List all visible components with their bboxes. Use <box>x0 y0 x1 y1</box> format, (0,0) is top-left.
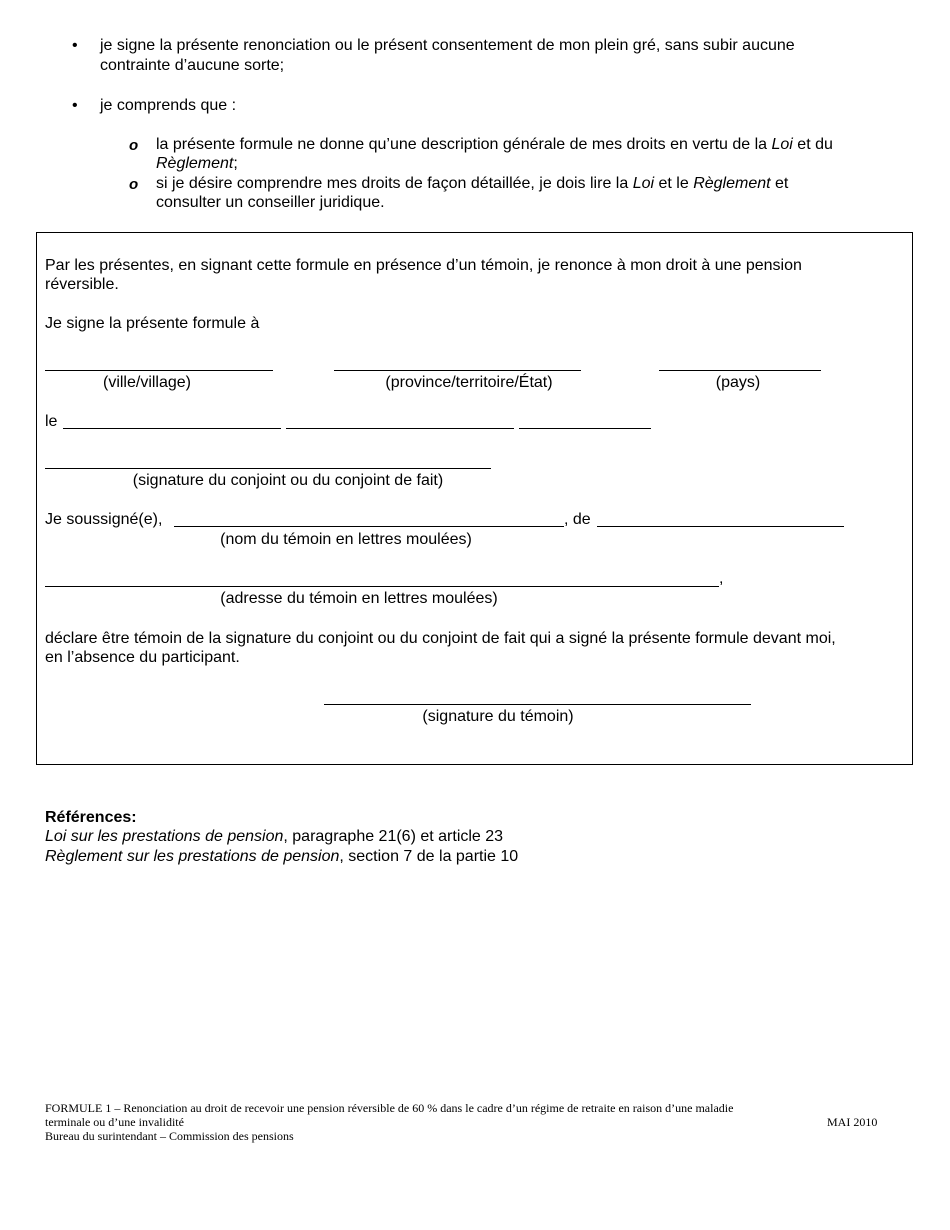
bullet-1-line-1: je signe la présente renonciation ou le présent consentement de mon plein gré, sans subir aucune <box>100 37 795 54</box>
bullet-2-text: je comprends que : <box>100 97 237 114</box>
sign-at-label: Je signe la présente formule à <box>45 315 260 332</box>
form-intro-line-2: réversible. <box>45 276 119 293</box>
declaration-line-2: en l’absence du participant. <box>45 649 240 666</box>
sub-bullet-2: si je désire comprendre mes droits de façon détaillée, je dois lire la Loi et le Règlement et consulter un conseiller juridique. <box>156 175 789 211</box>
reference-1: Loi sur les prestations de pension, paragraphe 21(6) et article 23 <box>45 828 504 845</box>
footer-issuer: Bureau du surintendant – Commission des pensions <box>45 1129 294 1143</box>
de-label: , de <box>564 511 591 528</box>
date-year-field-line[interactable] <box>519 428 651 429</box>
references-heading: Références: <box>45 809 137 826</box>
bullet-icon: • <box>72 97 78 114</box>
footer-form-title-line-1: FORMULE 1 – Renonciation au droit de recevoir une pension réversible de 60 % dans le cadre d’un régime de retraite en raison d’une maladie <box>45 1101 734 1115</box>
witness-address-field-line[interactable] <box>45 586 719 587</box>
undersigned-label: Je soussigné(e), <box>45 511 163 528</box>
date-label: le <box>45 413 58 430</box>
province-field-line[interactable] <box>334 370 581 371</box>
city-field-line[interactable] <box>45 370 273 371</box>
country-caption: (pays) <box>715 374 761 391</box>
spouse-signature-line[interactable] <box>45 468 491 469</box>
witness-name-field-line[interactable] <box>174 526 564 527</box>
footer-date: MAI 2010 <box>827 1115 878 1129</box>
spouse-signature-caption: (signature du conjoint ou du conjoint de fait) <box>132 472 444 489</box>
reference-2: Règlement sur les prestations de pension, section 7 de la partie 10 <box>45 848 519 865</box>
bullet-1-line-2: contrainte d’aucune sorte; <box>100 57 285 74</box>
sub-bullet-icon: o <box>129 137 139 154</box>
date-day-field-line[interactable] <box>63 428 281 429</box>
address-comma: , <box>719 570 724 587</box>
declaration-line-1: déclare être témoin de la signature du conjoint ou du conjoint de fait qui a signé la présente formule devant moi, <box>45 630 836 647</box>
witness-name-caption: (nom du témoin en lettres moulées) <box>220 531 472 548</box>
city-caption: (ville/village) <box>102 374 192 391</box>
bullet-icon: • <box>72 37 78 54</box>
sub-bullet-icon: o <box>129 176 139 193</box>
footer-form-title-line-2: terminale ou d’une invalidité <box>45 1115 184 1129</box>
form-intro-line-1: Par les présentes, en signant cette formule en présence d’un témoin, je renonce à mon droit à une pension <box>45 257 802 274</box>
witness-signature-line[interactable] <box>324 704 751 705</box>
waiver-form-box <box>36 232 913 765</box>
sub-bullet-1: la présente formule ne donne qu’une description générale de mes droits en vertu de la Loi et du Règlement; <box>156 136 833 172</box>
witness-city-field-line[interactable] <box>597 526 844 527</box>
witness-address-caption: (adresse du témoin en lettres moulées) <box>220 590 498 607</box>
province-caption: (province/territoire/État) <box>385 374 553 391</box>
witness-signature-caption: (signature du témoin) <box>422 708 574 725</box>
country-field-line[interactable] <box>659 370 821 371</box>
date-month-field-line[interactable] <box>286 428 514 429</box>
